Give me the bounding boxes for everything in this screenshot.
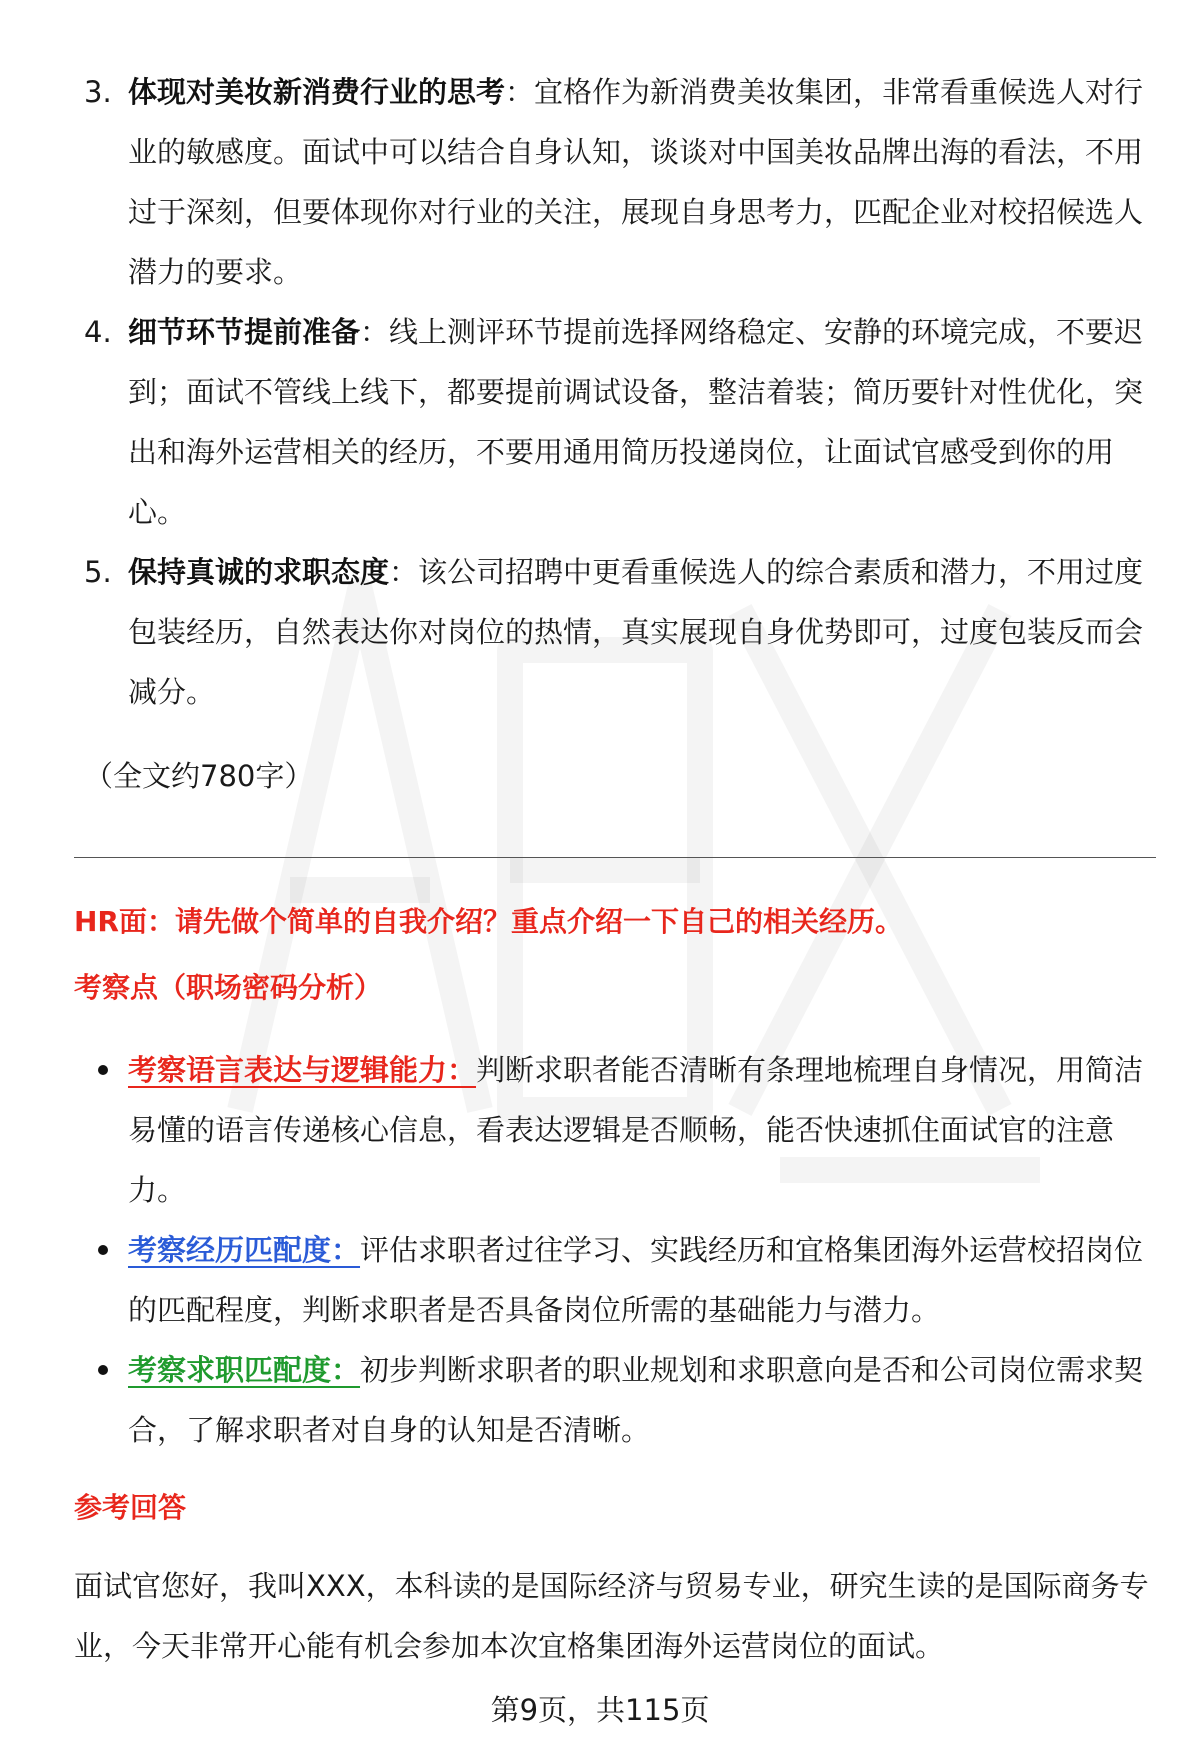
item-text: ：该公司招聘中更看重候选人的综合素质和潜力，不用过度包装经历，自然表达你对岗位的热情，真实展现自身优势即可，过度包装反而会减分。 <box>128 555 1144 709</box>
section-divider <box>74 857 1156 858</box>
item-title: 保持真诚的求职态度 <box>128 555 390 589</box>
point-keyword: 考察语言表达与逻辑能力： <box>128 1053 477 1087</box>
page-number: 第9页，共115页 <box>490 1693 710 1727</box>
point-text: 评估求职者过往学习、实践经历和宜格集团海外运营校招岗位的匹配程度，判断求职者是否具备岗位所需的基础能力与潜力。 <box>128 1233 1144 1327</box>
word-count-note: （全文约780字） <box>84 759 314 793</box>
assessment-point <box>84 1220 1144 1340</box>
point-keyword: 考察经历匹配度： <box>128 1233 361 1267</box>
item-title: 体现对美妆新消费行业的思考 <box>128 75 506 109</box>
numbered-tip <box>84 302 1144 542</box>
bullet-icon <box>98 1245 108 1255</box>
bullet-icon <box>98 1065 108 1075</box>
bullet-icon <box>98 1365 108 1375</box>
numbered-tip <box>84 542 1144 722</box>
point-keyword: 考察求职匹配度： <box>128 1353 361 1387</box>
reference-answer-heading: 参考回答 <box>74 1491 187 1524</box>
point-text: 初步判断求职者的职业规划和求职意向是否和公司岗位需求契合，了解求职者对自身的认知是否清晰。 <box>128 1353 1144 1447</box>
item-text: ：线上测评环节提前选择网络稳定、安静的环境完成，不要迟到；面试不管线上线下，都要提前调试设备，整洁着装；简历要针对性优化，突出和海外运营相关的经历，不要用通用简历投递岗位，让面试官感受到你的用心。 <box>128 315 1144 529</box>
numbered-tip <box>84 62 1144 302</box>
item-number: 4. <box>84 315 112 349</box>
item-title: 细节环节提前准备 <box>128 315 361 349</box>
numbered-tips-list <box>84 62 1144 722</box>
question-title: HR面：请先做个简单的自我介绍？重点介绍一下自己的相关经历。 <box>74 905 903 938</box>
item-text: ：宜格作为新消费美妆集团，非常看重候选人对行业的敏感度。面试中可以结合自身认知，谈谈对中国美妆品牌出海的看法，不用过于深刻，但要体现你对行业的关注，展现自身思考力，匹配企业对校招候选人潜力的要求。 <box>128 75 1144 289</box>
points-heading: 考察点（职场密码分析） <box>74 971 383 1004</box>
assessment-point <box>84 1040 1144 1220</box>
assessment-point <box>84 1340 1144 1460</box>
item-number: 3. <box>84 75 112 109</box>
point-text: 判断求职者能否清晰有条理地梳理自身情况，用简洁易懂的语言传递核心信息，看表达逻辑是否顺畅，能否快速抓住面试官的注意力。 <box>128 1053 1144 1207</box>
assessment-points-list <box>84 1040 1144 1460</box>
item-number: 5. <box>84 555 112 589</box>
reference-answer-text: 面试官您好，我叫XXX，本科读的是国际经济与贸易专业，研究生读的是国际商务专业，今天非常开心能有机会参加本次宜格集团海外运营岗位的面试。 <box>74 1569 1149 1663</box>
